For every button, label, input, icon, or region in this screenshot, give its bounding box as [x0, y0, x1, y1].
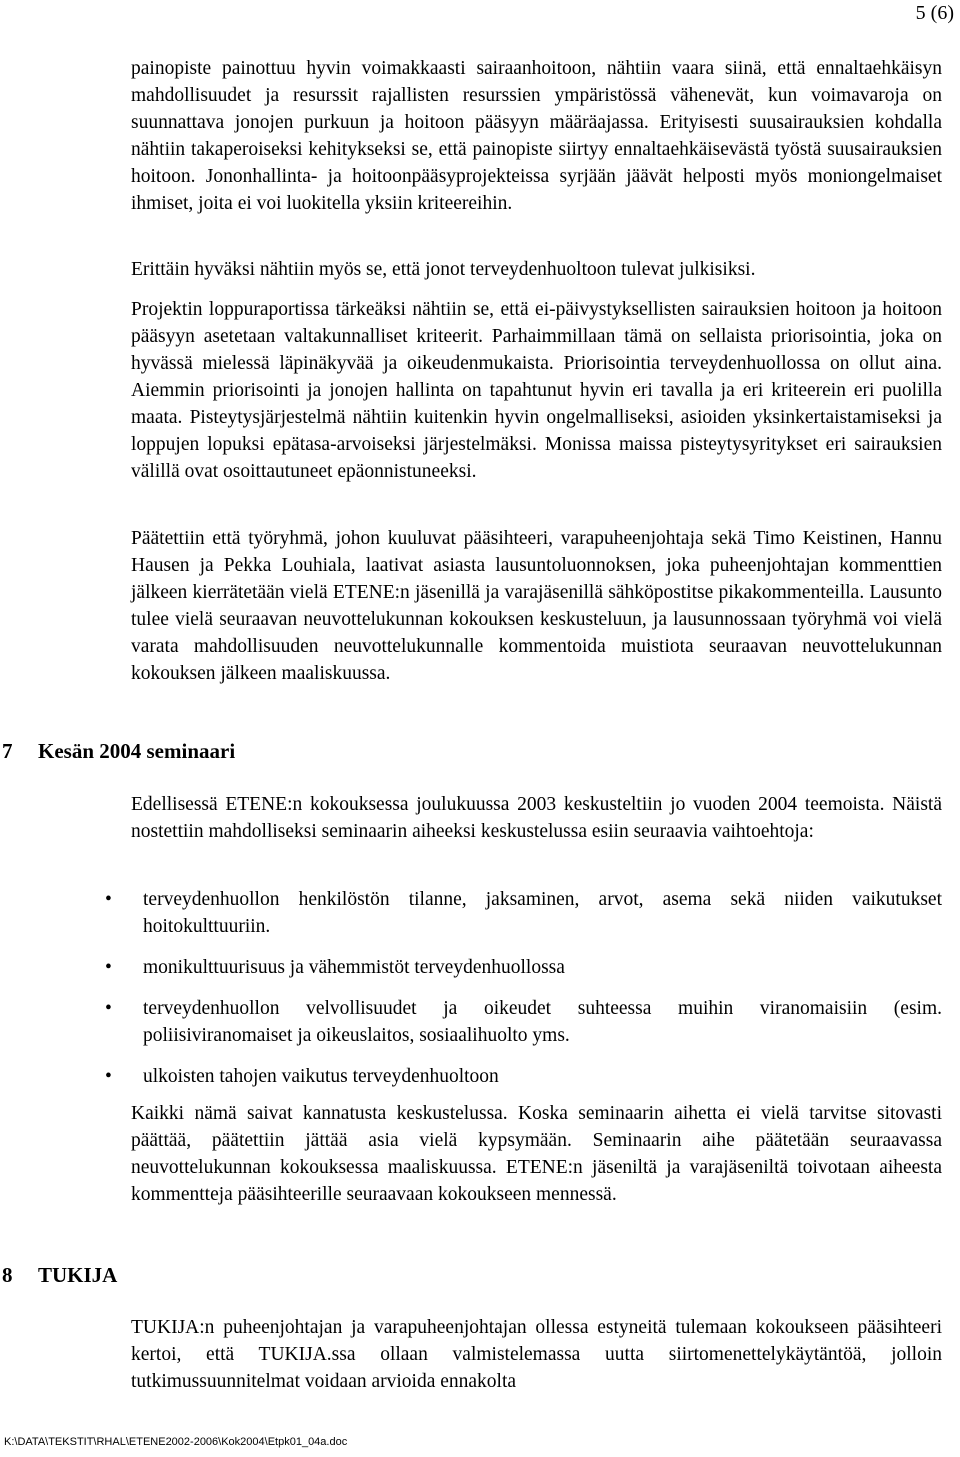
- section-heading-8: [2, 1263, 117, 1288]
- list-item: [99, 995, 942, 1049]
- bullet-icon: •: [105, 998, 112, 1019]
- paragraph-working-group-decision: Päätettiin että työryhmä, johon kuuluvat pääsihteeri, varapuheenjohtaja sekä Timo Keistinen, Hannu Hausen ja Pekka Louhiala, laativat asiasta lausuntoluonnoksen, joka puheenjohtajan kommenttien jälkeen kierrätetään vielä ETENE:n jäsenillä ja varajäsenillä sähköpostitse pikakommenteilla. Lausunto tulee vielä seuraavan neuvottelukunnan kokouksen keskusteluun, ja lausunnossaan työryhmä voi vielä varata mahdollisuuden neuvottelukunnalle kommentoida muistiota seuraavan neuvottelukunnan kokouksen jälkeen maaliskuussa.: [131, 528, 942, 684]
- list-item-text: terveydenhuollon henkilöstön tilanne, jaksaminen, arvot, asema sekä niiden vaikutukset hoitokulttuuriin.: [143, 889, 942, 937]
- paragraph-prioritization-risks: painopiste painottuu hyvin voimakkaasti sairaanhoitoon, nähtiin vaara siinä, että ennaltaehkäisyn mahdollisuudet ja resurssit rajallisten resurssien ympäristössä vähenevät, kun voimavaroja on suunnattava jonojen purkuun ja hoitoon pääsyyn määräajassa. Erityisesti suusairauksien kohdalla nähtiin takaperoiseksi kehitykseksi se, että painopiste siirtyy ennaltaehkäisevästä työstä suusairauksien hoitoon. Jononhallinta- ja hoitoonpääsyprojekteissa syrjään jäävät helposti myös moniongelmaiset ihmiset, joita ei voi luokitella yksiin kriteereihin.: [131, 58, 942, 214]
- list-item-text: monikulttuurisuus ja vähemmistöt terveydenhuollossa: [143, 957, 565, 978]
- section-number: 7: [2, 739, 13, 763]
- section-title: Kesän 2004 seminaari: [38, 739, 236, 763]
- section-number: 8: [2, 1263, 13, 1287]
- section-heading-7: [2, 739, 235, 764]
- list-item: [99, 1063, 942, 1090]
- paragraph-previous-meeting: Edellisessä ETENE:n kokouksessa joulukuussa 2003 keskusteltiin jo vuoden 2004 teemoista. Näistä nostettiin mahdolliseksi seminaarin aiheeksi keskustelussa esiin seuraavia vaihtoehtoja:: [131, 794, 942, 842]
- list-item: [99, 886, 942, 940]
- footer-file-path: K:\DATA\TEKSTIT\RHAL\ETENE2002-2006\Kok2004\Etpk01_04a.doc: [4, 1436, 348, 1448]
- list-item-text: ulkoisten tahojen vaikutus terveydenhuoltoon: [143, 1066, 499, 1087]
- seminar-topic-list: [99, 886, 942, 1104]
- page-number: 5 (6): [915, 2, 954, 24]
- section-title: TUKIJA: [38, 1263, 118, 1287]
- paragraph-seminar-decision: Kaikki nämä saivat kannatusta keskustelussa. Koska seminaarin aihetta ei vielä tarvitse sitovasti päättää, päätettiin jättää asia vielä kypsymään. Seminaarin aihe päätetään seuraavassa neuvottelukunnan kokouksessa maaliskuussa. ETENE:n jäseniltä ja varajäseniltä toivotaan aiheesta kommentteja pääsihteerille seuraavaan kokoukseen mennessä.: [131, 1103, 942, 1205]
- list-item-text: terveydenhuollon velvollisuudet ja oikeudet suhteessa muihin viranomaisiin (esim. poliisiviranomaiset ja oikeuslaitos, sosiaalihuolto yms.: [143, 998, 942, 1046]
- paragraph-public-queues: Erittäin hyväksi nähtiin myös se, että jonot terveydenhuoltoon tulevat julkisiksi.: [131, 259, 756, 280]
- paragraph-tukija: TUKIJA:n puheenjohtajan ja varapuheenjohtajan ollessa estyneitä tulemaan kokoukseen pääsihteeri kertoi, että TUKIJA.ssa ollaan valmistelemassa uutta siirtomenettelykäytäntöä, jolloin tutkimussuunnitelmat voidaan arvioida ennakolta: [131, 1317, 942, 1392]
- list-item: [99, 954, 942, 981]
- bullet-icon: •: [105, 957, 112, 978]
- bullet-icon: •: [105, 1066, 112, 1087]
- bullet-icon: •: [105, 889, 112, 910]
- paragraph-final-report: Projektin loppuraportissa tärkeäksi nähtiin se, että ei-päivystyksellisten sairauksien hoitoon ja hoitoon pääsyyn asetetaan valtakunnalliset kriteerit. Parhaimmillaan tämä on sellaista priorisointia, joka on hyvässä mielessä läpinäkyvää ja oikeudenmukaista. Priorisointia terveydenhuollossa on ollut aina. Aiemmin priorisointi ja jonojen hallinta on tapahtunut hyvin eri tavalla ja eri kriteerein eri puolilla maata. Pisteytysjärjestelmä nähtiin kuitenkin hyvin ongelmalliseksi, asioiden yksinkertaistamiseksi ja loppujen lopuksi epätasa-arvoiseksi järjestelmäksi. Monissa maissa pisteytysyritykset eri sairauksien välillä ovat osoittautuneet epäonnistuneeksi.: [131, 299, 942, 482]
